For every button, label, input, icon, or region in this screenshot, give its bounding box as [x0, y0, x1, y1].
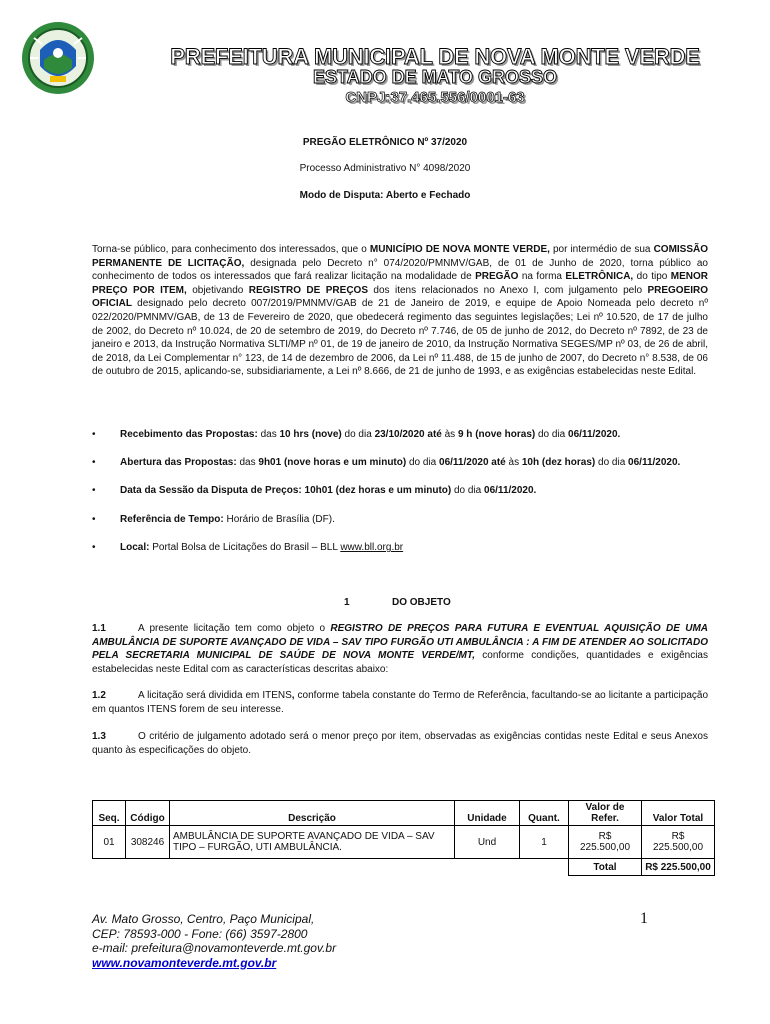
- municipal-seal-logo: [20, 20, 96, 96]
- header-quant: Quant.: [520, 801, 569, 826]
- modo-disputa: Modo de Disputa: Aberto e Fechado: [299, 190, 471, 201]
- header-seq: Seq.: [93, 801, 126, 826]
- header-cnpj: CNPJ:37.465.556/0001-63: [345, 89, 525, 106]
- cell-unidade: Und: [455, 826, 520, 859]
- header-title: PREFEITURA MUNICIPAL DE NOVA MONTE VERDE: [170, 44, 700, 69]
- total-value: R$ 225.500,00: [642, 859, 715, 876]
- table-row: [93, 826, 715, 859]
- paragraph-1-3: 1.3 O critério de julgamento adotado será o menor preço por item, observadas as exigências contidas neste Edital e seus Anexos quanto às especificações do objeto.: [92, 731, 708, 756]
- cell-codigo: 308246: [126, 826, 170, 859]
- footer-line-address: Av. Mato Grosso, Centro, Paço Municipal,: [92, 912, 315, 926]
- table-header-row: [93, 801, 715, 826]
- cell-valor-ref: R$ 225.500,00: [569, 826, 642, 859]
- header-codigo: Código: [126, 801, 170, 826]
- header-valor-ref: Valor de Refer.: [569, 801, 642, 826]
- page-number: 1: [640, 910, 648, 927]
- footer-website-link[interactable]: www.novamonteverde.mt.gov.br: [92, 955, 277, 970]
- header-unidade: Unidade: [455, 801, 520, 826]
- header-descricao: Descrição: [170, 801, 455, 826]
- cell-quant: 1: [520, 826, 569, 859]
- bll-link[interactable]: www.bll.org.br: [340, 542, 404, 553]
- header-valor-total: Valor Total: [642, 801, 715, 826]
- pregao-title: PREGÃO ELETRÔNICO Nº 37/2020: [302, 137, 468, 148]
- intro-paragraph: Torna-se público, para conhecimento dos interessados, que o MUNICÍPIO DE NOVA MONTE VERDE, por intermédio de sua COMISSÃO PERMANENTE DE LICITAÇÃO, designada pelo Decreto n° 074/2020/PMNMV/GAB, de 01 de Junho de 2020, torna público ao conhecimento de todos os interessados que fará realizar licitação na modalidade de PREGÃO na forma ELETRÔNICA, do tipo MENOR PREÇO POR ITEM, objetivando REGISTRO DE PREÇOS dos itens relacionados no Anexo I, com julgamento pelo PREGOEIRO OFICIAL designado pelo decreto 007/2019/PMNMV/GAB de 21 de Janeiro de 2019, e equipe de Apoio Nomeada pelo decreto nº 022/2020/PMNMV/GAB, de 13 de Fevereiro de 2020, que obedecerá regimento das seguintes legislações; Lei nº 10.520, de 17 de julho de 2002, do Decreto nº 10.024, de 20 de setembro de 2019, do Decreto nº 7.746, de 05 de junho de 2012, do Decreto nº 7892, de 23 de janeiro e 2013, da Instrução Normativa SLTI/MP nº 01, de 19 de janeiro de 2010, da Instrução Normativa SEGES/MP nº 03, de 26 de abril, de 2018, da Lei Complementar n° 123, de 14 de dezembro de 2006, da Lei nº 11.488, de 15 de junho de 2007, do Decreto n° 8.538, de 06 de outubro de 2015, aplicando-se, subsidiariamente, a Lei nº 8.666, de 21 de junho de 1993, e as exigências estabelecidas neste Edital.: [92, 244, 709, 378]
- section-title: DO OBJETO: [392, 597, 451, 608]
- cell-descricao: AMBULÂNCIA DE SUPORTE AVANÇADO DE VIDA – SAV TIPO – FURGÃO, UTI AMBULÂNCIA.: [170, 826, 455, 859]
- section-number: 1: [344, 597, 350, 608]
- processo-line: Processo Administrativo N° 4098/2020: [299, 163, 471, 174]
- footer-address: [92, 912, 336, 970]
- paragraph-1-1: 1.1 A presente licitação tem como objeto o REGISTRO DE PREÇOS PARA FUTURA E EVENTUAL AQUISIÇÃO DE UMA AMBULÂNCIA DE SUPORTE AVANÇADO DE VIDA – SAV TIPO FURGÃO UTI AMBULÂNCIA : A FIM DE ATENDER AO SOLICITADO PELA SECRETARIA MUNICIPAL DE SAÚDE DE NOVA MONTE VERDE/MT, conforme condições, quantidades e exigências estabelecidas neste Edital com as características descritas abaixo:: [92, 623, 708, 675]
- paragraph-1-2: 1.2 A licitação será dividida em ITENS, conforme tabela constante do Termo de Referência, facultando-se ao licitante a participação em quantos ITENS forem de seu interesse.: [92, 690, 709, 715]
- footer-line-email: e-mail: prefeitura@novamonteverde.mt.gov.br: [92, 941, 337, 955]
- total-label: Total: [569, 859, 642, 876]
- header-state: ESTADO DE MATO GROSSO: [312, 67, 558, 87]
- cell-valor-total: R$ 225.500,00: [642, 826, 715, 859]
- cell-seq: 01: [93, 826, 126, 859]
- footer-line-cep: CEP: 78593-000 - Fone: (66) 3597-2800: [92, 926, 308, 941]
- items-table: [92, 800, 715, 876]
- table-total-row: [93, 859, 715, 876]
